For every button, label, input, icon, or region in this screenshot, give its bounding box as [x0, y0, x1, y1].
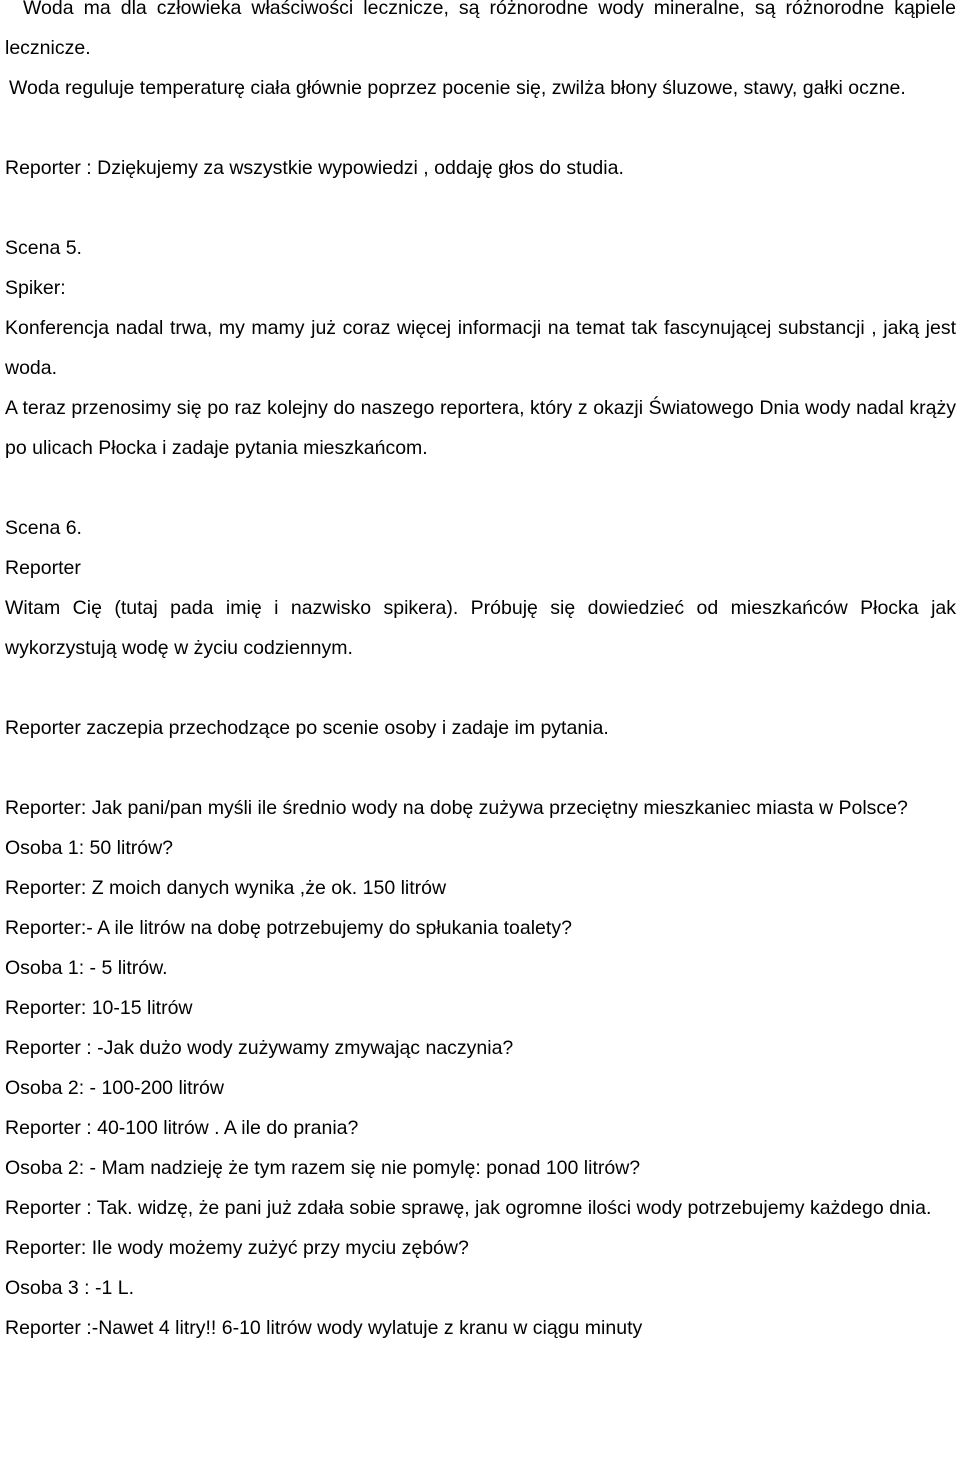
paragraph-reporter-greeting: Witam Cię (tutaj pada imię i nazwisko spikera). Próbuję się dowiedzieć od mieszkańców Płocka jak wykorzystują wodę w życiu codziennym.: [5, 597, 956, 659]
document-page: [5, 0, 956, 1348]
dialogue-line: Osoba 1: - 5 litrów.: [5, 957, 168, 979]
dialogue-line: Reporter :-Nawet 4 litry!! 6-10 litrów wody wylatuje z kranu w ciągu minuty: [5, 1317, 643, 1339]
scene-heading-5: Scena 5.: [5, 237, 82, 259]
dialogue-line: Osoba 3 : -1 L.: [5, 1277, 134, 1299]
stage-direction: Reporter zaczepia przechodzące po scenie osoby i zadaje im pytania.: [5, 717, 609, 739]
dialogue-line: Reporter: Z moich danych wynika ,że ok. 150 litrów: [5, 877, 447, 899]
paragraph-transition-reporter: A teraz przenosimy się po raz kolejny do naszego reportera, który z okazji Światowego Dnia wody nadal krąży po ulicach Płocka i zadaje pytania mieszkańcom.: [5, 397, 956, 459]
spacer: [5, 668, 956, 708]
paragraph-reporter-thanks: Reporter : Dziękujemy za wszystkie wypowiedzi , oddaję głos do studia.: [5, 157, 624, 179]
spacer: [5, 468, 956, 508]
dialogue-line: Osoba 2: - Mam nadzieję że tym razem się nie pomylę: ponad 100 litrów?: [5, 1157, 641, 1179]
spacer: [5, 188, 956, 228]
spacer: [5, 108, 956, 148]
dialogue-line: Osoba 1: 50 litrów?: [5, 837, 174, 859]
spacer: [5, 748, 956, 788]
paragraph-conference: Konferencja nadal trwa, my mamy już coraz więcej informacji na temat tak fascynującej substancji , jaką jest woda.: [5, 317, 956, 379]
dialogue-line: Reporter : Tak. widzę, że pani już zdała sobie sprawę, jak ogromne ilości wody potrzebujemy każdego dnia.: [5, 1197, 932, 1219]
dialogue-line: Reporter:- A ile litrów na dobę potrzebujemy do spłukania toalety?: [5, 917, 572, 939]
speaker-label-reporter: Reporter: [5, 557, 81, 579]
dialogue-line: Reporter: 10-15 litrów: [5, 997, 193, 1019]
scene-heading-6: Scena 6.: [5, 517, 82, 539]
dialogue-line: Reporter: Ile wody możemy zużyć przy myciu zębów?: [5, 1237, 469, 1259]
paragraph-water-healing: Woda ma dla człowieka właściwości lecznicze, są różnorodne wody mineralne, są różnorodne kąpiele lecznicze.: [5, 0, 956, 59]
paragraph-water-temperature: Woda reguluje temperaturę ciała głównie poprzez pocenie się, zwilża błony śluzowe, stawy, gałki oczne.: [9, 77, 906, 99]
speaker-label-spiker: Spiker:: [5, 277, 66, 299]
dialogue-line: Reporter : 40-100 litrów . A ile do prania?: [5, 1117, 359, 1139]
dialogue-line: Osoba 2: - 100-200 litrów: [5, 1077, 224, 1099]
dialogue-line: Reporter: Jak pani/pan myśli ile średnio wody na dobę zużywa przeciętny mieszkaniec miasta w Polsce?: [5, 797, 908, 819]
dialogue-line: Reporter : -Jak dużo wody zużywamy zmywając naczynia?: [5, 1037, 514, 1059]
